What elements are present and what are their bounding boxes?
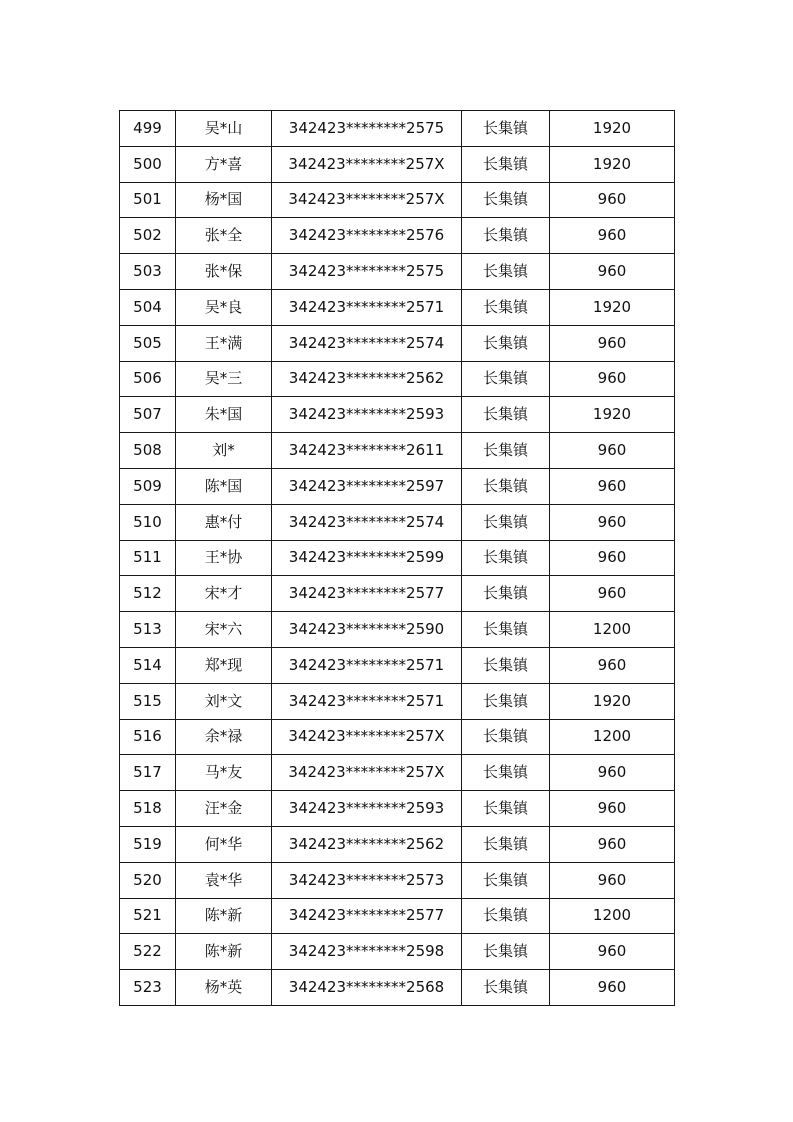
cell-town: 长集镇 [462, 647, 550, 683]
cell-town: 长集镇 [462, 218, 550, 254]
cell-number: 505 [120, 325, 176, 361]
cell-amount: 1920 [550, 111, 675, 147]
cell-amount: 960 [550, 468, 675, 504]
table-row [120, 576, 675, 612]
table-row [120, 970, 675, 1006]
cell-number: 513 [120, 612, 176, 648]
cell-number: 511 [120, 540, 176, 576]
cell-id-number: 342423********2568 [272, 970, 462, 1006]
cell-town: 长集镇 [462, 361, 550, 397]
cell-town: 长集镇 [462, 111, 550, 147]
cell-town: 长集镇 [462, 254, 550, 290]
cell-town: 长集镇 [462, 540, 550, 576]
cell-id-number: 342423********257X [272, 719, 462, 755]
cell-amount: 960 [550, 540, 675, 576]
cell-number: 504 [120, 289, 176, 325]
cell-id-number: 342423********2590 [272, 612, 462, 648]
cell-id-number: 342423********2571 [272, 647, 462, 683]
table-row [120, 254, 675, 290]
cell-id-number: 342423********257X [272, 146, 462, 182]
cell-id-number: 342423********2575 [272, 254, 462, 290]
cell-name: 刘*文 [176, 683, 272, 719]
cell-id-number: 342423********2562 [272, 361, 462, 397]
cell-number: 518 [120, 791, 176, 827]
cell-amount: 960 [550, 970, 675, 1006]
cell-id-number: 342423********2571 [272, 289, 462, 325]
cell-town: 长集镇 [462, 934, 550, 970]
cell-town: 长集镇 [462, 289, 550, 325]
cell-number: 501 [120, 182, 176, 218]
cell-amount: 1200 [550, 898, 675, 934]
table-row [120, 397, 675, 433]
cell-number: 517 [120, 755, 176, 791]
cell-id-number: 342423********2574 [272, 504, 462, 540]
table-row [120, 934, 675, 970]
cell-amount: 960 [550, 755, 675, 791]
cell-name: 宋*才 [176, 576, 272, 612]
table-row [120, 361, 675, 397]
cell-amount: 960 [550, 182, 675, 218]
cell-number: 510 [120, 504, 176, 540]
cell-town: 长集镇 [462, 397, 550, 433]
cell-amount: 1200 [550, 612, 675, 648]
cell-number: 509 [120, 468, 176, 504]
cell-town: 长集镇 [462, 576, 550, 612]
cell-amount: 1920 [550, 397, 675, 433]
cell-name: 汪*金 [176, 791, 272, 827]
cell-name: 吴*良 [176, 289, 272, 325]
cell-name: 王*满 [176, 325, 272, 361]
table-row [120, 719, 675, 755]
cell-name: 吴*山 [176, 111, 272, 147]
cell-number: 521 [120, 898, 176, 934]
table-row [120, 111, 675, 147]
cell-name: 陈*国 [176, 468, 272, 504]
cell-name: 王*协 [176, 540, 272, 576]
cell-id-number: 342423********257X [272, 182, 462, 218]
cell-town: 长集镇 [462, 504, 550, 540]
table-row [120, 683, 675, 719]
cell-town: 长集镇 [462, 325, 550, 361]
cell-id-number: 342423********2598 [272, 934, 462, 970]
cell-amount: 960 [550, 218, 675, 254]
cell-id-number: 342423********2573 [272, 862, 462, 898]
table-row [120, 647, 675, 683]
cell-amount: 960 [550, 934, 675, 970]
roster-table [119, 110, 675, 1006]
cell-name: 陈*新 [176, 898, 272, 934]
cell-id-number: 342423********2599 [272, 540, 462, 576]
table-row [120, 218, 675, 254]
cell-town: 长集镇 [462, 468, 550, 504]
cell-id-number: 342423********2597 [272, 468, 462, 504]
cell-name: 何*华 [176, 826, 272, 862]
cell-amount: 960 [550, 254, 675, 290]
cell-town: 长集镇 [462, 182, 550, 218]
table-row [120, 289, 675, 325]
cell-number: 503 [120, 254, 176, 290]
cell-id-number: 342423********257X [272, 755, 462, 791]
table-row [120, 146, 675, 182]
table-row [120, 791, 675, 827]
cell-name: 杨*国 [176, 182, 272, 218]
cell-town: 长集镇 [462, 791, 550, 827]
cell-number: 500 [120, 146, 176, 182]
table-row [120, 755, 675, 791]
cell-number: 507 [120, 397, 176, 433]
cell-number: 502 [120, 218, 176, 254]
cell-amount: 960 [550, 504, 675, 540]
cell-id-number: 342423********2593 [272, 791, 462, 827]
cell-town: 长集镇 [462, 970, 550, 1006]
cell-number: 499 [120, 111, 176, 147]
cell-number: 522 [120, 934, 176, 970]
cell-town: 长集镇 [462, 146, 550, 182]
table-row [120, 898, 675, 934]
cell-town: 长集镇 [462, 898, 550, 934]
table-row [120, 433, 675, 469]
cell-id-number: 342423********2593 [272, 397, 462, 433]
cell-name: 余*禄 [176, 719, 272, 755]
cell-name: 张*保 [176, 254, 272, 290]
table-row [120, 325, 675, 361]
cell-name: 陈*新 [176, 934, 272, 970]
cell-id-number: 342423********2611 [272, 433, 462, 469]
cell-amount: 1920 [550, 289, 675, 325]
cell-number: 516 [120, 719, 176, 755]
table-row [120, 826, 675, 862]
cell-id-number: 342423********2574 [272, 325, 462, 361]
cell-number: 506 [120, 361, 176, 397]
cell-town: 长集镇 [462, 683, 550, 719]
cell-name: 马*友 [176, 755, 272, 791]
cell-town: 长集镇 [462, 826, 550, 862]
cell-amount: 960 [550, 826, 675, 862]
cell-amount: 960 [550, 791, 675, 827]
table-row [120, 182, 675, 218]
cell-number: 523 [120, 970, 176, 1006]
cell-amount: 1200 [550, 719, 675, 755]
cell-name: 方*喜 [176, 146, 272, 182]
cell-amount: 960 [550, 862, 675, 898]
cell-number: 515 [120, 683, 176, 719]
cell-name: 惠*付 [176, 504, 272, 540]
cell-amount: 960 [550, 325, 675, 361]
cell-name: 杨*英 [176, 970, 272, 1006]
cell-number: 520 [120, 862, 176, 898]
cell-id-number: 342423********2576 [272, 218, 462, 254]
cell-name: 朱*国 [176, 397, 272, 433]
cell-id-number: 342423********2575 [272, 111, 462, 147]
cell-name: 郑*现 [176, 647, 272, 683]
cell-amount: 960 [550, 361, 675, 397]
cell-number: 519 [120, 826, 176, 862]
cell-amount: 1920 [550, 146, 675, 182]
cell-amount: 960 [550, 433, 675, 469]
table-row [120, 612, 675, 648]
cell-name: 宋*六 [176, 612, 272, 648]
table-row [120, 862, 675, 898]
cell-id-number: 342423********2562 [272, 826, 462, 862]
cell-number: 512 [120, 576, 176, 612]
cell-town: 长集镇 [462, 612, 550, 648]
cell-id-number: 342423********2577 [272, 576, 462, 612]
cell-amount: 960 [550, 576, 675, 612]
table-row [120, 468, 675, 504]
cell-name: 吴*三 [176, 361, 272, 397]
roster-table-body [120, 111, 675, 1006]
cell-number: 514 [120, 647, 176, 683]
cell-amount: 960 [550, 647, 675, 683]
table-row [120, 504, 675, 540]
cell-number: 508 [120, 433, 176, 469]
cell-name: 张*全 [176, 218, 272, 254]
cell-name: 刘* [176, 433, 272, 469]
cell-id-number: 342423********2577 [272, 898, 462, 934]
cell-id-number: 342423********2571 [272, 683, 462, 719]
cell-amount: 1920 [550, 683, 675, 719]
table-row [120, 540, 675, 576]
cell-town: 长集镇 [462, 433, 550, 469]
cell-name: 袁*华 [176, 862, 272, 898]
cell-town: 长集镇 [462, 862, 550, 898]
cell-town: 长集镇 [462, 755, 550, 791]
cell-town: 长集镇 [462, 719, 550, 755]
